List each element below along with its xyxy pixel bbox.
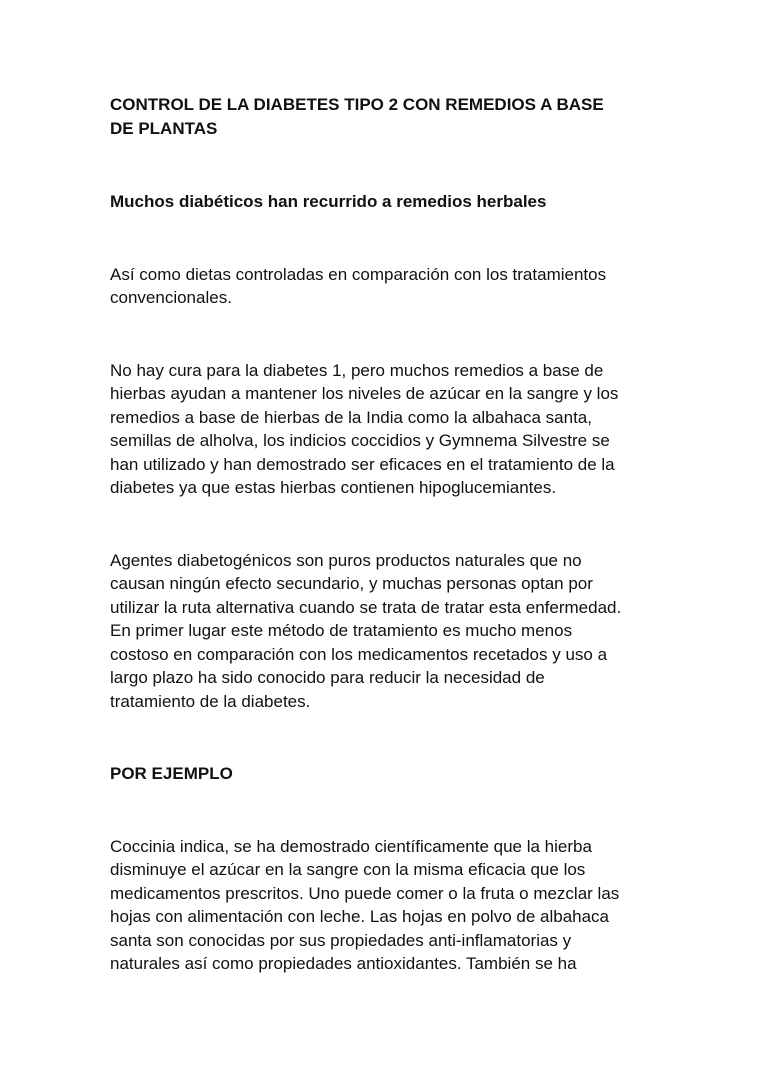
example-heading: POR EJEMPLO <box>110 764 233 783</box>
paragraph-herbal-remedies: No hay cura para la diabetes 1, pero muchos remedios a base de hierbas ayudan a mantener los niveles de azúcar en la sangre y los remedios a base de hierbas de la India como la albahaca santa, semillas de alholva, los indicios coccidios y Gymnema Silvestre se han utilizado y han demostrado ser eficaces en el tratamiento de la diabetes ya que estas hierbas contienen hipoglucemiantes. <box>110 360 619 497</box>
paragraph-diabetogenic-agents: Agentes diabetogénicos son puros productos naturales que no causan ningún efecto secundario, y muchas personas optan por utilizar la ruta alternativa cuando se trata de tratar esta enfermedad. En primer lugar este método de tratamiento es mucho menos costoso en comparación con los medicamentos recetados y uso a largo plazo ha sido conocido para reducir la necesidad de tratamiento de la diabetes. <box>110 550 622 711</box>
document-title: CONTROL DE LA DIABETES TIPO 2 CON REMEDIOS A BASE DE PLANTAS <box>110 95 604 138</box>
document-subtitle: Muchos diabéticos han recurrido a remedios herbales <box>110 192 547 211</box>
document-page <box>110 93 655 976</box>
paragraph-coccinia-indica: Coccinia indica, se ha demostrado científicamente que la hierba disminuye el azúcar en la sangre con la misma eficacia que los medicamentos prescritos. Uno puede comer o la fruta o mezclar las hojas con alimentación con leche. Las hojas en polvo de albahaca santa son conocidas por sus propiedades anti-inflamatorias y naturales así como propiedades antioxidantes. También se ha <box>110 836 620 973</box>
paragraph-intro: Así como dietas controladas en comparación con los tratamientos convencionales. <box>110 264 607 307</box>
